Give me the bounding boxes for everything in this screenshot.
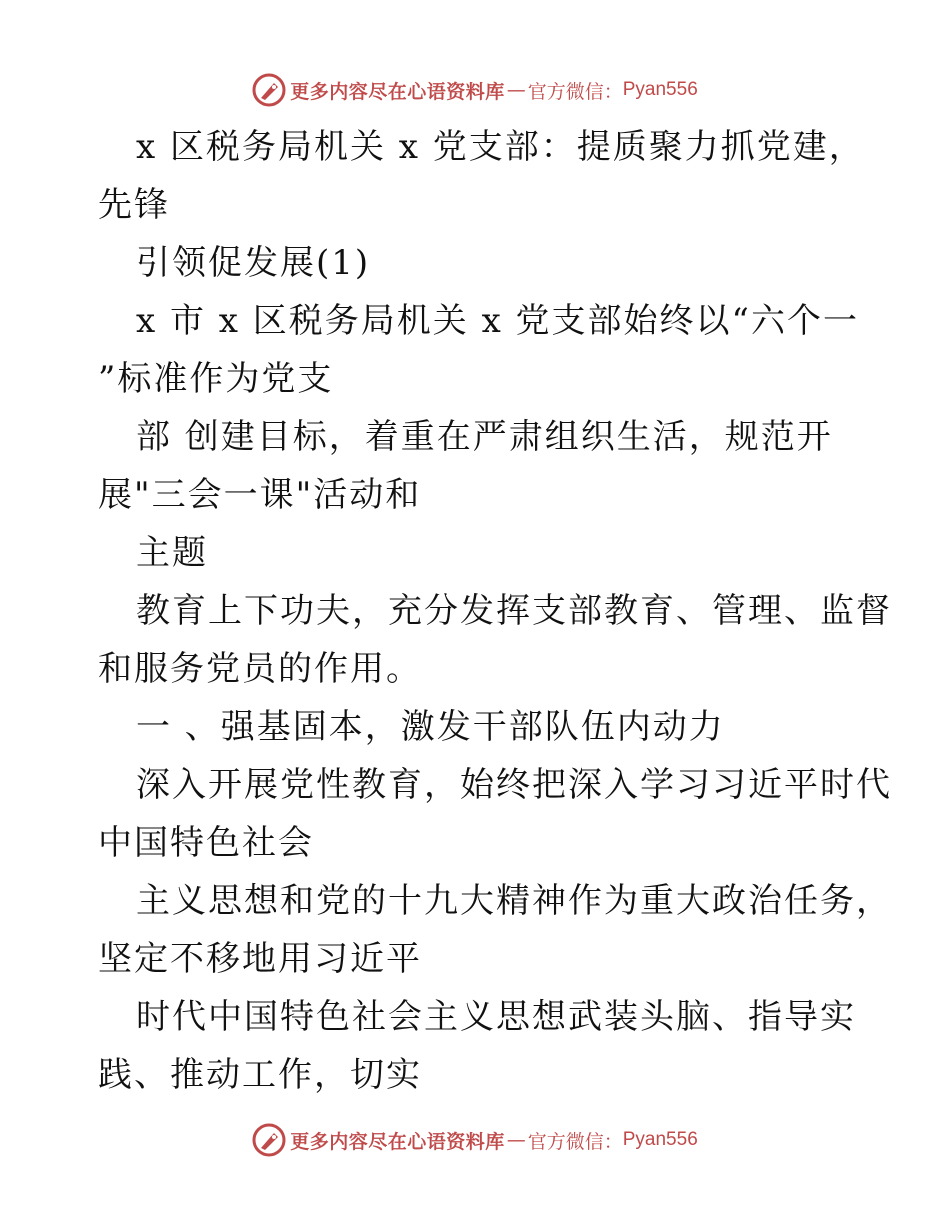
- pen-nib-logo-icon: [252, 1123, 286, 1157]
- banner-text: 更多内容尽在心语资料库: [290, 80, 505, 103]
- text-line: 和服务党员的作用。: [98, 649, 422, 689]
- header-banner: [0, 70, 950, 110]
- text-line: 中国特色社会: [98, 823, 314, 863]
- text-line: ”标准作为党支: [98, 359, 334, 399]
- banner-dash: —: [506, 1129, 526, 1151]
- text-line: 坚定不移地用习近平: [98, 939, 422, 979]
- footer-banner: [0, 1120, 950, 1160]
- text-line: 教育上下功夫，充分发挥支部教育、管理、监督: [136, 591, 892, 631]
- banner-wechat-label: 官方微信：: [527, 1130, 623, 1153]
- text-line: 时代中国特色社会主义思想武装头脑、指导实: [136, 997, 856, 1037]
- banner-text: 更多内容尽在心语资料库: [290, 1130, 505, 1153]
- document-body: [98, 118, 892, 1104]
- banner-wechat-label: 官方微信：: [527, 80, 623, 103]
- pen-nib-logo-icon: [252, 73, 286, 107]
- text-line: x 市 x 区税务局机关 x 党支部始终以“六个一: [136, 301, 859, 341]
- text-line: 主义思想和党的十九大精神作为重大政治任务，: [136, 881, 892, 921]
- section-heading: 一 、强基固本，激发干部队伍内动力: [136, 707, 725, 747]
- text-line: 引领促发展(1): [136, 243, 371, 283]
- text-line: 展"三会一课"活动和: [98, 475, 422, 515]
- text-line: 践、推动工作，切实: [98, 1055, 422, 1095]
- banner-wechat-id: Pyan556: [622, 1129, 698, 1150]
- banner-dash: —: [506, 79, 526, 101]
- text-line: 先锋: [98, 185, 170, 225]
- text-line: x 区税务局机关 x 党支部：提质聚力抓党建，: [136, 127, 865, 167]
- text-line: 深入开展党性教育，始终把深入学习习近平时代: [136, 765, 892, 805]
- text-line: 部 创建目标，着重在严肃组织生活，规范开: [136, 417, 833, 457]
- banner-wechat-id: Pyan556: [622, 79, 698, 100]
- text-line: 主题: [136, 533, 208, 573]
